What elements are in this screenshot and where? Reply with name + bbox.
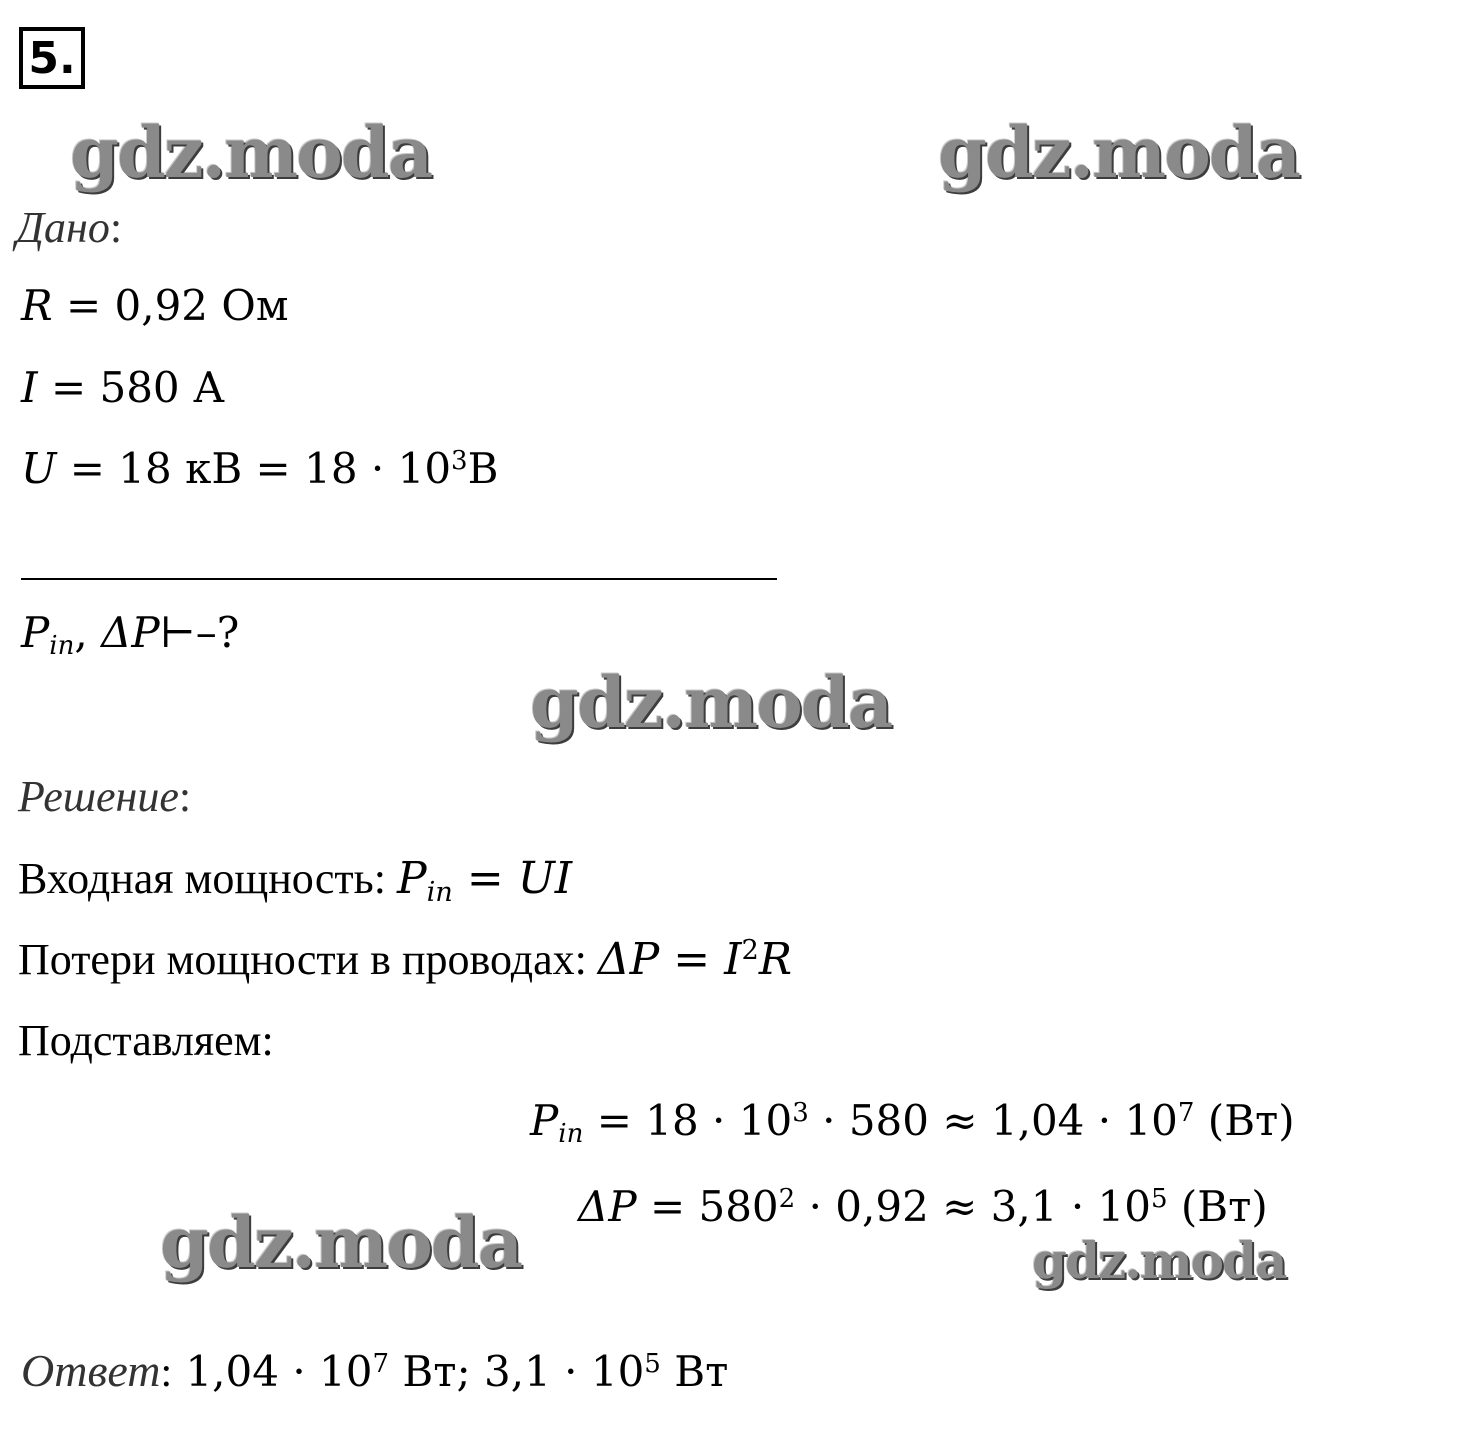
substitute-line: Подставляем: [18,1016,274,1065]
calc-input-power: $P_{in} = 18 \cdot 10^3 \cdot 580 \approx 1,04 \cdot 10^7$ (Вт) [530,1096,1295,1150]
power-loss-line: Потери мощности в проводах: $\Delta P = I^2R$ [18,934,792,985]
calc-power-loss: $\Delta P = 580^2 \cdot 0,92 \approx 3,1 \cdot 10^5$ (Вт) [578,1182,1268,1231]
answer-line: Ответ: $1,04 \cdot 10^7$ Вт; $3,1 \cdot 10^5$ Вт [21,1345,729,1396]
watermark: gdz.moda [160,1201,522,1284]
task-number: 5. [19,27,85,89]
watermark: gdz.moda [530,661,892,744]
given-voltage: U = 18 кВ = $18 \cdot 10^3В$ [21,444,499,493]
watermark: gdz.moda [938,111,1300,194]
watermark: gdz.moda [70,111,432,194]
given-current: I = 580 А [21,363,225,412]
watermark: gdz.moda [1032,1231,1286,1290]
input-power-line: Входная мощность: $P_{in}$ = UI [18,853,573,908]
find-line: $P_{in}$, ΔP⊢–? [21,608,240,662]
given-label: Дано: [16,203,123,252]
solution-label: Решение: [18,772,192,821]
given-divider [21,578,777,580]
given-resistance: R = 0,92 Ом [21,281,289,330]
